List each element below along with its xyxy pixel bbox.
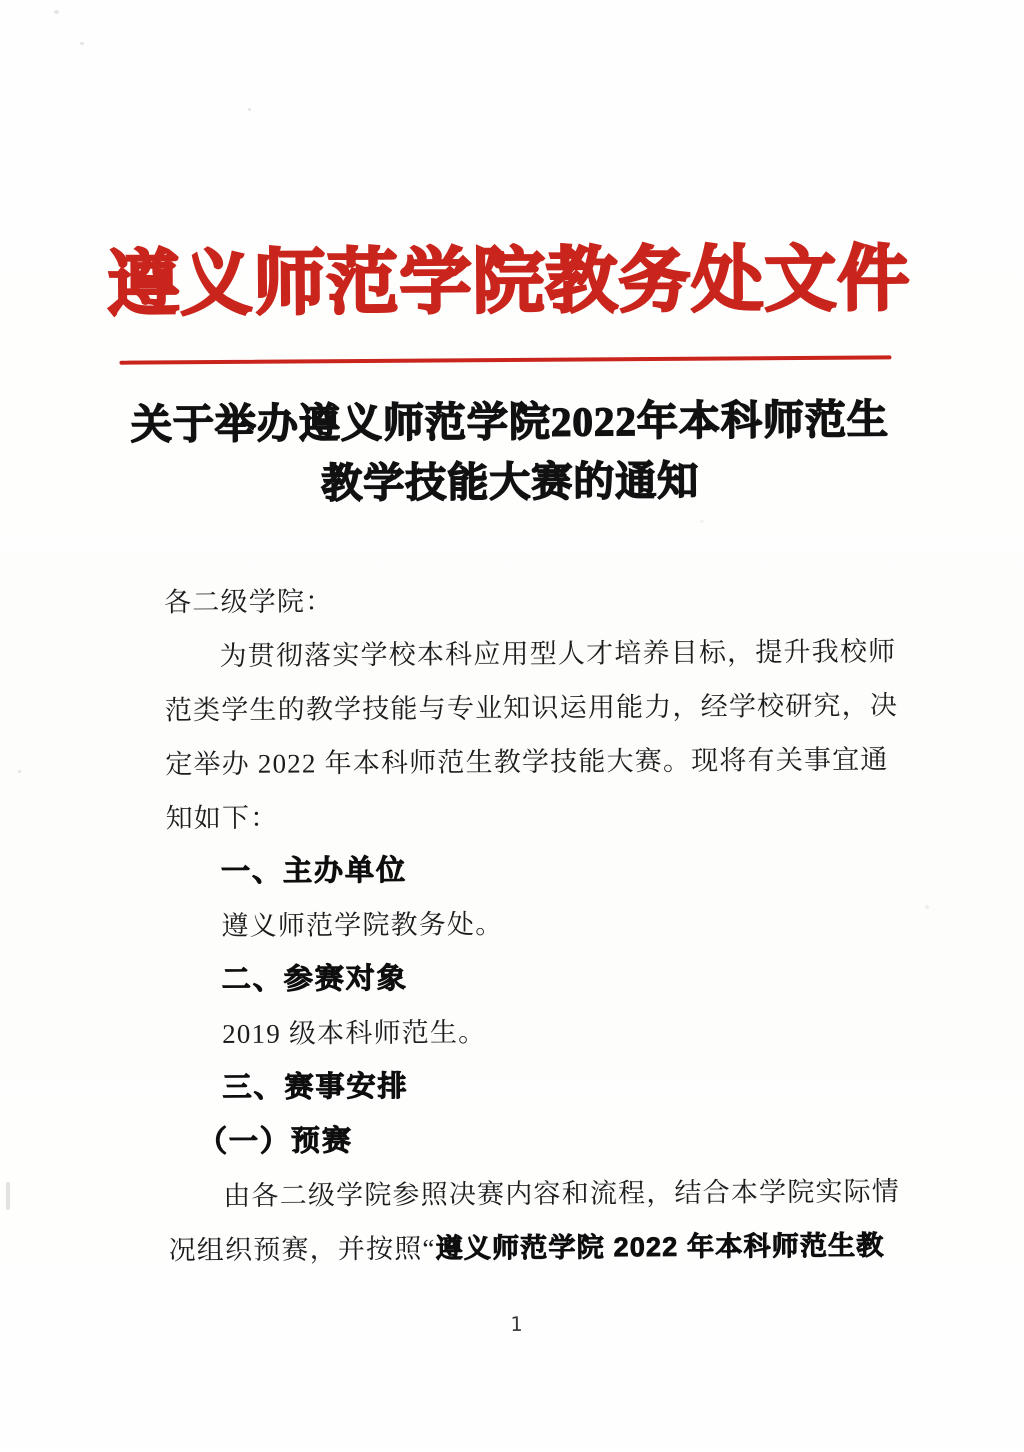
paragraph-line: 为贯彻落实学校本科应用型人才培养目标，提升我校师 [219,636,897,672]
section-text-2: 2019 级本科师范生。 [222,1017,487,1050]
scan-artifact [700,520,704,523]
paragraph-line: 由各二级学院参照决赛内容和流程，结合本学院实际情 [223,1176,901,1212]
paragraph-line: 范类学生的教学技能与专业知识运用能力，经学校研究，决 [164,690,899,726]
scan-artifact [54,10,59,14]
page-number: 1 [510,1311,523,1337]
letterhead-title: 遵义师范学院教务处文件 [107,239,911,325]
section-heading-1: 一、主办单位 [220,854,408,889]
letterhead-divider-rule [119,355,891,364]
document-body [164,570,909,1277]
scan-artifact [248,108,251,111]
document-title [0,388,1023,515]
section-heading-2: 二、参赛对象 [221,962,408,997]
scan-artifact [6,1182,10,1210]
paragraph-line: 知如下： [165,802,279,834]
paragraph-segment-normal: 况组织预赛，并按照“ [168,1233,436,1266]
scan-artifact [18,770,21,773]
paragraph-line: 定举办 2022 年本科师范生教学技能大赛。现将有关事宜通 [165,744,889,780]
subsection-heading-1: （一）预赛 [197,1125,354,1159]
paragraph-line [168,1218,908,1277]
scan-artifact [925,905,929,909]
scan-artifact [80,42,84,45]
document-title-line1: 关于举办遵义师范学院2022年本科师范生 [130,396,890,448]
salutation-line: 各二级学院： [164,586,334,618]
section-heading-3: 三、赛事安排 [222,1070,409,1105]
document-title-line2: 教学技能大赛的通知 [321,457,700,507]
section-text-1: 遵义师范学院教务处。 [221,909,504,942]
paragraph-segment-bold: 遵义师范学院 2022 年本科师范生教 [435,1230,885,1264]
